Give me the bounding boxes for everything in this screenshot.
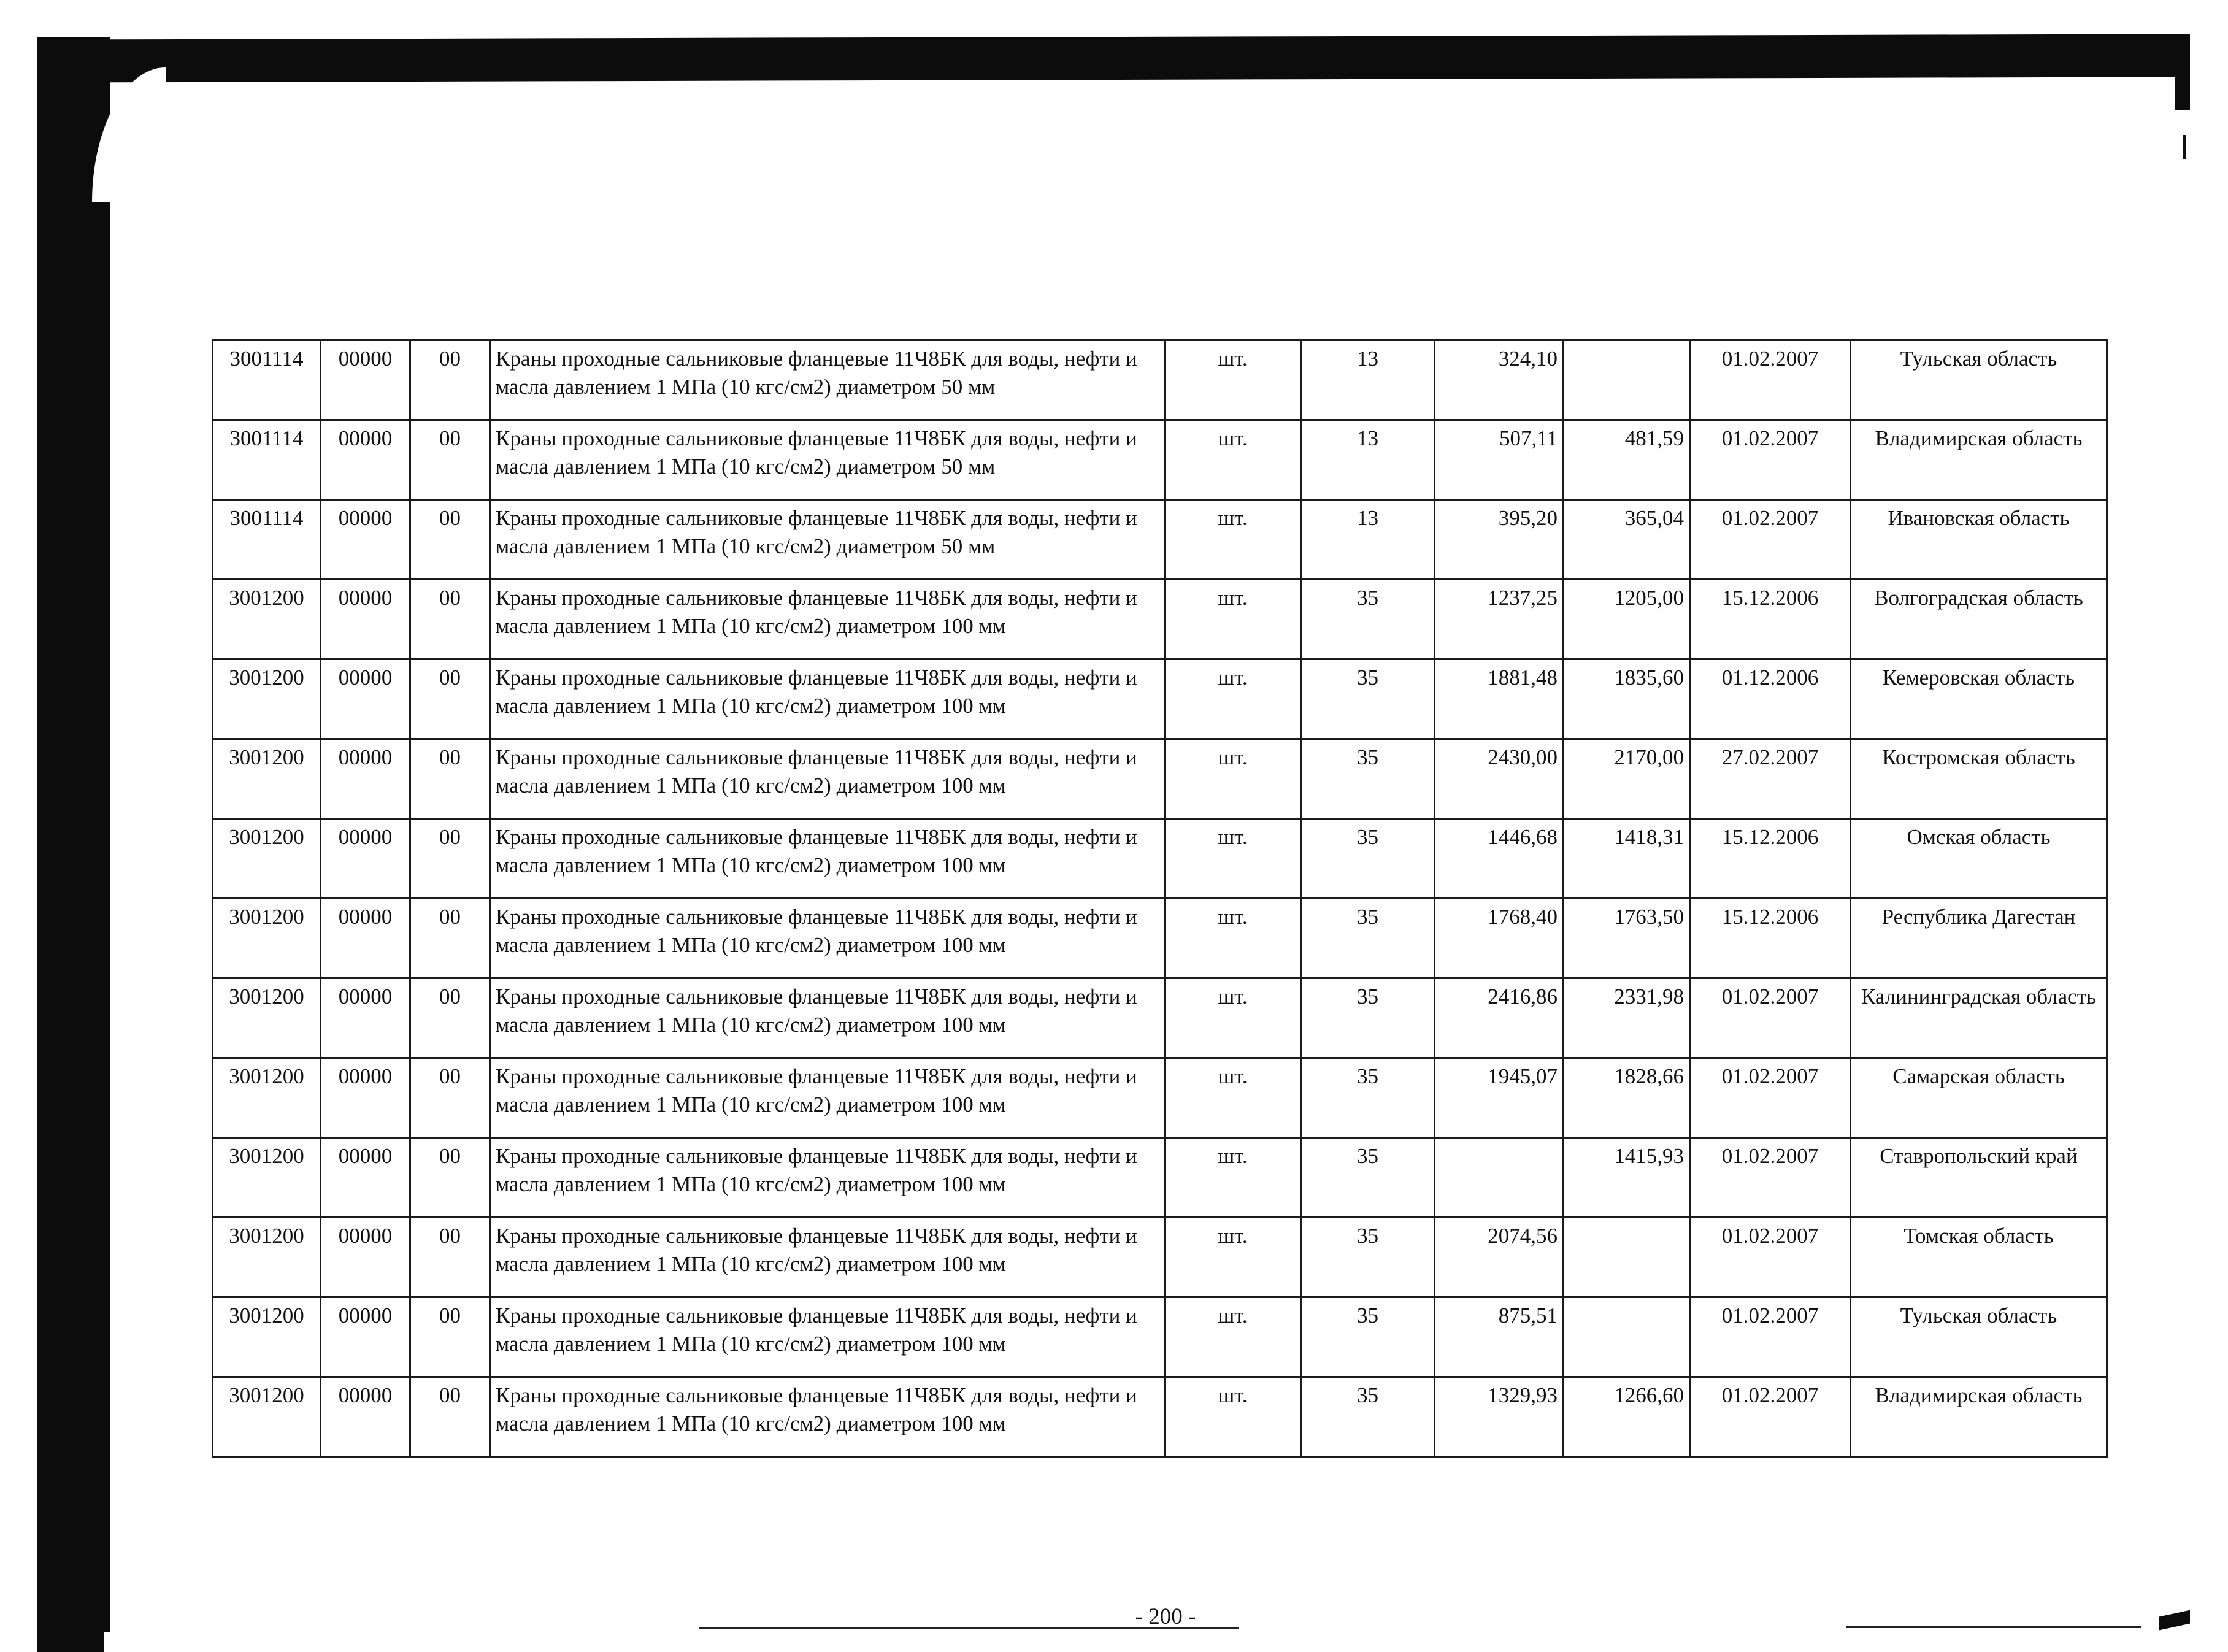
cell-region: Томская область [1851, 1218, 2107, 1297]
cell-price-2: 481,59 [1564, 420, 1690, 500]
table-row [213, 739, 2107, 819]
cell-region: Волгоградская область [1851, 580, 2107, 659]
cell-code: 3001200 [213, 819, 321, 899]
cell-group: 35 [1301, 899, 1435, 978]
cell-unit: шт. [1165, 899, 1301, 978]
cell-price-2: 1266,60 [1564, 1377, 1690, 1457]
cell-code: 3001200 [213, 1297, 321, 1377]
cell-unit: шт. [1165, 1297, 1301, 1377]
cell-group: 35 [1301, 1377, 1435, 1457]
cell-code: 3001200 [213, 899, 321, 978]
scan-border-top [37, 34, 2190, 82]
cell-sub: 00000 [321, 340, 410, 420]
table-row [213, 899, 2107, 978]
cell-var: 00 [410, 1297, 490, 1377]
page-number: - 200 - [1135, 1604, 1196, 1629]
cell-price-1: 507,11 [1435, 420, 1564, 500]
cell-region: Ивановская область [1851, 500, 2107, 580]
table-row [213, 1218, 2107, 1297]
cell-var: 00 [410, 739, 490, 819]
cell-price-1: 2074,56 [1435, 1218, 1564, 1297]
cell-code: 3001200 [213, 1058, 321, 1138]
cell-var: 00 [410, 1138, 490, 1218]
cell-region: Костромская область [1851, 739, 2107, 819]
cell-description: Краны проходные сальниковые фланцевые 11Ч8БК для воды, нефти и масла давлением 1 МПа (10 кгс/см2) диаметром 50 мм [490, 340, 1165, 420]
cell-date: 15.12.2006 [1690, 899, 1851, 978]
cell-description: Краны проходные сальниковые фланцевые 11Ч8БК для воды, нефти и масла давлением 1 МПа (10 кгс/см2) диаметром 100 мм [490, 739, 1165, 819]
scan-mark [2183, 135, 2186, 159]
cell-code: 3001200 [213, 1377, 321, 1457]
cell-code: 3001200 [213, 1218, 321, 1297]
cell-region: Тульская область [1851, 340, 2107, 420]
cell-var: 00 [410, 819, 490, 899]
cell-price-2: 1205,00 [1564, 580, 1690, 659]
table-row [213, 420, 2107, 500]
cell-description: Краны проходные сальниковые фланцевые 11Ч8БК для воды, нефти и масла давлением 1 МПа (10 кгс/см2) диаметром 100 мм [490, 580, 1165, 659]
cell-region: Калининградская область [1851, 978, 2107, 1058]
cell-var: 00 [410, 1058, 490, 1138]
cell-region: Кемеровская область [1851, 659, 2107, 739]
cell-code: 3001114 [213, 500, 321, 580]
cell-price-2: 2331,98 [1564, 978, 1690, 1058]
cell-var: 00 [410, 1377, 490, 1457]
cell-price-2: 1415,93 [1564, 1138, 1690, 1218]
cell-description: Краны проходные сальниковые фланцевые 11Ч8БК для воды, нефти и масла давлением 1 МПа (10 кгс/см2) диаметром 100 мм [490, 1297, 1165, 1377]
cell-region: Республика Дагестан [1851, 899, 2107, 978]
cell-unit: шт. [1165, 1138, 1301, 1218]
cell-region: Тульская область [1851, 1297, 2107, 1377]
scan-border-left [37, 37, 110, 1632]
cell-unit: шт. [1165, 580, 1301, 659]
cell-description: Краны проходные сальниковые фланцевые 11Ч8БК для воды, нефти и масла давлением 1 МПа (10 кгс/см2) диаметром 100 мм [490, 819, 1165, 899]
table-row [213, 819, 2107, 899]
cell-code: 3001200 [213, 978, 321, 1058]
cell-group: 35 [1301, 819, 1435, 899]
cell-date: 01.02.2007 [1690, 420, 1851, 500]
cell-price-1: 324,10 [1435, 340, 1564, 420]
table-row [213, 1138, 2107, 1218]
cell-date: 15.12.2006 [1690, 580, 1851, 659]
table-row [213, 340, 2107, 420]
cell-region: Владимирская область [1851, 1377, 2107, 1457]
cell-code: 3001200 [213, 739, 321, 819]
cell-region: Владимирская область [1851, 420, 2107, 500]
cell-region: Омская область [1851, 819, 2107, 899]
cell-price-2: 2170,00 [1564, 739, 1690, 819]
cell-group: 35 [1301, 978, 1435, 1058]
cell-price-1 [1435, 1138, 1564, 1218]
cell-unit: шт. [1165, 1377, 1301, 1457]
cell-region: Самарская область [1851, 1058, 2107, 1138]
cell-description: Краны проходные сальниковые фланцевые 11Ч8БК для воды, нефти и масла давлением 1 МПа (10 кгс/см2) диаметром 100 мм [490, 978, 1165, 1058]
price-table [212, 339, 2108, 1458]
cell-price-1: 875,51 [1435, 1297, 1564, 1377]
cell-description: Краны проходные сальниковые фланцевые 11Ч8БК для воды, нефти и масла давлением 1 МПа (10 кгс/см2) диаметром 100 мм [490, 659, 1165, 739]
cell-group: 35 [1301, 1138, 1435, 1218]
cell-sub: 00000 [321, 1058, 410, 1138]
cell-var: 00 [410, 580, 490, 659]
table-row [213, 1058, 2107, 1138]
cell-code: 3001114 [213, 340, 321, 420]
cell-code: 3001200 [213, 580, 321, 659]
cell-var: 00 [410, 978, 490, 1058]
cell-sub: 00000 [321, 739, 410, 819]
cell-group: 13 [1301, 340, 1435, 420]
cell-date: 01.02.2007 [1690, 1377, 1851, 1457]
cell-price-2 [1564, 340, 1690, 420]
cell-unit: шт. [1165, 1058, 1301, 1138]
table-row [213, 500, 2107, 580]
cell-code: 3001200 [213, 659, 321, 739]
cell-sub: 00000 [321, 420, 410, 500]
cell-price-1: 1881,48 [1435, 659, 1564, 739]
cell-description: Краны проходные сальниковые фланцевые 11Ч8БК для воды, нефти и масла давлением 1 МПа (10 кгс/см2) диаметром 100 мм [490, 1218, 1165, 1297]
cell-date: 01.02.2007 [1690, 1138, 1851, 1218]
cell-date: 15.12.2006 [1690, 819, 1851, 899]
cell-price-2: 1835,60 [1564, 659, 1690, 739]
cell-date: 01.02.2007 [1690, 1297, 1851, 1377]
cell-unit: шт. [1165, 978, 1301, 1058]
cell-sub: 00000 [321, 899, 410, 978]
cell-var: 00 [410, 899, 490, 978]
cell-price-1: 1945,07 [1435, 1058, 1564, 1138]
cell-price-2 [1564, 1218, 1690, 1297]
cell-price-1: 1446,68 [1435, 819, 1564, 899]
cell-sub: 00000 [321, 819, 410, 899]
cell-date: 01.02.2007 [1690, 500, 1851, 580]
cell-sub: 00000 [321, 659, 410, 739]
cell-var: 00 [410, 500, 490, 580]
cell-price-2: 1418,31 [1564, 819, 1690, 899]
cell-price-1: 395,20 [1435, 500, 1564, 580]
cell-var: 00 [410, 1218, 490, 1297]
cell-sub: 00000 [321, 1218, 410, 1297]
cell-description: Краны проходные сальниковые фланцевые 11Ч8БК для воды, нефти и масла давлением 1 МПа (10 кгс/см2) диаметром 100 мм [490, 1377, 1165, 1457]
cell-unit: шт. [1165, 819, 1301, 899]
cell-sub: 00000 [321, 580, 410, 659]
scan-line-bottom-right [1846, 1626, 2141, 1628]
cell-sub: 00000 [321, 1377, 410, 1457]
cell-price-2: 365,04 [1564, 500, 1690, 580]
cell-price-2: 1763,50 [1564, 899, 1690, 978]
cell-unit: шт. [1165, 1218, 1301, 1297]
cell-description: Краны проходные сальниковые фланцевые 11Ч8БК для воды, нефти и масла давлением 1 МПа (10 кгс/см2) диаметром 100 мм [490, 1058, 1165, 1138]
cell-date: 01.02.2007 [1690, 1058, 1851, 1138]
cell-sub: 00000 [321, 500, 410, 580]
scan-border-bottom-left [37, 1623, 104, 1652]
cell-group: 35 [1301, 580, 1435, 659]
cell-group: 35 [1301, 1218, 1435, 1297]
cell-sub: 00000 [321, 1297, 410, 1377]
cell-region: Ставропольский край [1851, 1138, 2107, 1218]
cell-group: 35 [1301, 659, 1435, 739]
cell-group: 13 [1301, 500, 1435, 580]
scan-border-right [2175, 37, 2190, 110]
cell-date: 01.02.2007 [1690, 340, 1851, 420]
cell-date: 01.12.2006 [1690, 659, 1851, 739]
cell-unit: шт. [1165, 420, 1301, 500]
cell-description: Краны проходные сальниковые фланцевые 11Ч8БК для воды, нефти и масла давлением 1 МПа (10 кгс/см2) диаметром 100 мм [490, 1138, 1165, 1218]
table-row [213, 580, 2107, 659]
table-row [213, 659, 2107, 739]
cell-code: 3001114 [213, 420, 321, 500]
cell-date: 01.02.2007 [1690, 978, 1851, 1058]
table-row [213, 978, 2107, 1058]
cell-sub: 00000 [321, 978, 410, 1058]
cell-price-1: 1768,40 [1435, 899, 1564, 978]
price-table-body [213, 340, 2107, 1457]
cell-var: 00 [410, 340, 490, 420]
cell-unit: шт. [1165, 500, 1301, 580]
cell-unit: шт. [1165, 659, 1301, 739]
cell-group: 35 [1301, 1058, 1435, 1138]
cell-group: 35 [1301, 739, 1435, 819]
cell-description: Краны проходные сальниковые фланцевые 11Ч8БК для воды, нефти и масла давлением 1 МПа (10 кгс/см2) диаметром 100 мм [490, 899, 1165, 978]
table-row [213, 1297, 2107, 1377]
cell-date: 27.02.2007 [1690, 739, 1851, 819]
cell-var: 00 [410, 659, 490, 739]
cell-price-2: 1828,66 [1564, 1058, 1690, 1138]
cell-price-1: 1237,25 [1435, 580, 1564, 659]
table-row [213, 1377, 2107, 1457]
cell-price-1: 2416,86 [1435, 978, 1564, 1058]
cell-code: 3001200 [213, 1138, 321, 1218]
cell-group: 13 [1301, 420, 1435, 500]
scan-border-bottom-right [2159, 1610, 2190, 1631]
cell-price-2 [1564, 1297, 1690, 1377]
cell-unit: шт. [1165, 340, 1301, 420]
cell-price-1: 1329,93 [1435, 1377, 1564, 1457]
cell-description: Краны проходные сальниковые фланцевые 11Ч8БК для воды, нефти и масла давлением 1 МПа (10 кгс/см2) диаметром 50 мм [490, 420, 1165, 500]
cell-unit: шт. [1165, 739, 1301, 819]
cell-price-1: 2430,00 [1435, 739, 1564, 819]
cell-sub: 00000 [321, 1138, 410, 1218]
cell-date: 01.02.2007 [1690, 1218, 1851, 1297]
cell-group: 35 [1301, 1297, 1435, 1377]
cell-description: Краны проходные сальниковые фланцевые 11Ч8БК для воды, нефти и масла давлением 1 МПа (10 кгс/см2) диаметром 50 мм [490, 500, 1165, 580]
cell-var: 00 [410, 420, 490, 500]
